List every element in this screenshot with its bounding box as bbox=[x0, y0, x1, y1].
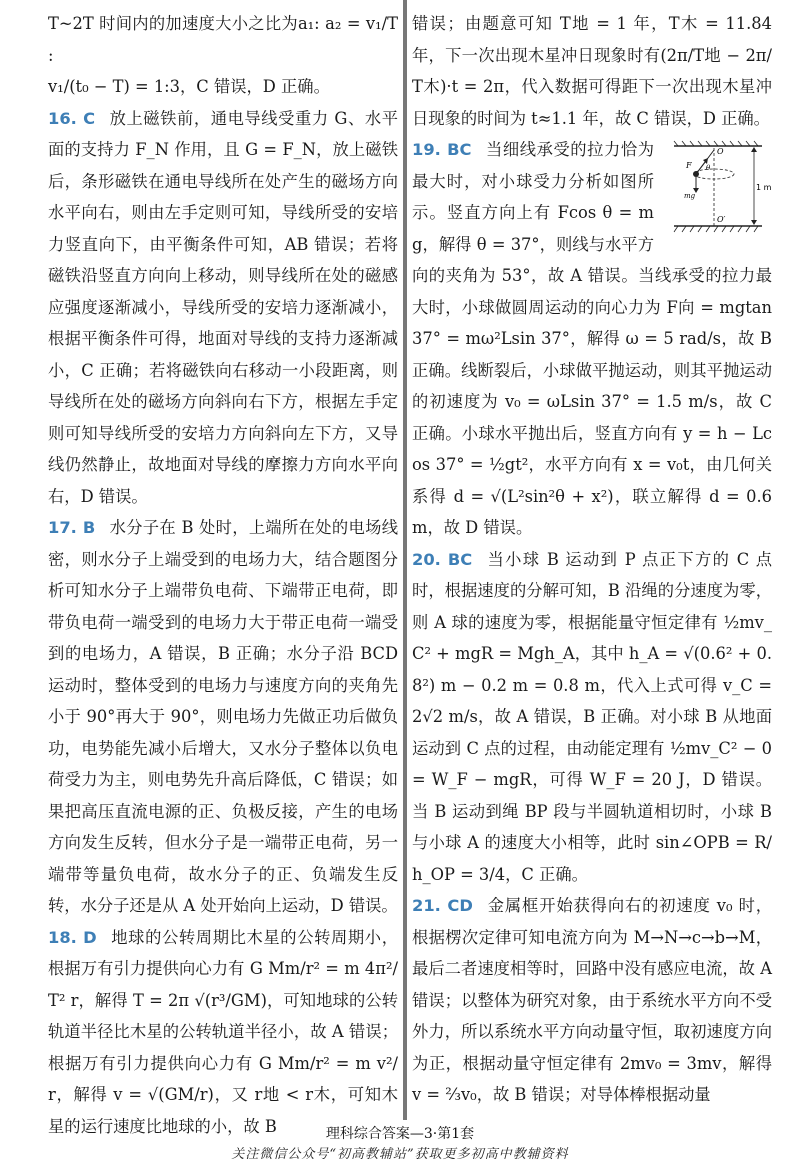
question-number-20: 20. BC bbox=[412, 549, 473, 569]
answer-18-text: 地球的公转周期比木星的公转周期小，根据万有引力提供向心力有 G Mm/r² = m 4π²/T² r，解得 T = 2π √(r³/GM)，可知地球的公转轨道半径比木星的公转轨道半径小，故 A 错误；根据万有引力提供向心力有 G Mm/r² = m v²/r，解得 v = √(GM/r)，又 r地 < r木，可知木星的运行速度比地球的小，故 B bbox=[48, 927, 398, 1136]
question-number-21: 21. CD bbox=[412, 896, 473, 915]
answer-16-text: 放上磁铁前，通电导线受重力 G、水平面的支持力 F_N 作用，且 G = F_N，放上磁铁后，条形磁铁在通电导线所在处产生的磁场方向水平向右，则由左手定则可知，导线所受的安培力竖直向下，由平衡条件可知，AB 错误；若将磁铁沿竖直方向向上移动，则导线所在处的磁感应强度逐渐减小，导线所受的安培力逐渐减小，根据平衡条件可得，地面对导线的支持力逐渐减小，C 正确；若将磁铁向右移动一小段距离，则导线所在处的磁场方向斜向右下方，根据左手定则可知导线所受的安培力方向斜向左下方，又导线仍然静止，故地面对导线的摩擦力方向水平向右，D 错误。 bbox=[48, 108, 398, 506]
left-column bbox=[48, 8, 398, 1142]
answer-16 bbox=[48, 103, 398, 513]
label-length: 1 m bbox=[756, 183, 772, 192]
answer-18 bbox=[48, 922, 398, 1143]
answer-20-text: 当小球 B 运动到 P 点正下方的 C 点时，根据速度的分解可知，B 沿绳的分速度为零，则 A 球的速度为零，根据能量守恒定律有 ½mv_C² + mgR = Mgh_A，其中 h_A = √(0.6² + 0.8²) m − 0.2 m = 0.8 m，代入上式可得 v_C = 2√2 m/s，故 A 错误，B 正确。对小球 B 从地面运动到 C 点的过程，由动能定理有 ½mv_C² − 0 = W_F − mgR，可得 W_F = 20 J，D 错误。当 B 运动到绳 BP 段与半圆轨道相切时，小球 B 与小球 A 的速度大小相等，此时 sin∠OPB = R/h_OP = 3/4，C 正确。 bbox=[412, 549, 772, 884]
label-o-prime: O′ bbox=[717, 215, 726, 224]
label-f: F bbox=[686, 161, 692, 170]
question-number-17: 17. B bbox=[48, 518, 96, 537]
question-number-16: 16. C bbox=[48, 108, 96, 128]
answer-17 bbox=[48, 512, 398, 922]
continued-text-3: 错误；由题意可知 T地 = 1 年，T木 = 11.84 年，下一次出现木星冲日现象时有(2π/T地 − 2π/T木)·t = 2π，代入数据可得距下一次出现木星冲日现象的时间为 t≈1.1 年，故 C 错误，D 正确。 bbox=[412, 14, 772, 128]
label-o: O bbox=[717, 147, 724, 156]
promo-note: 关注微信公众号“初高教辅站”获取更多初高中教辅资料 bbox=[231, 1147, 569, 1162]
continued-text-1: T~2T 时间内的加速度大小之比为a₁: a₂ = v₁/T : bbox=[48, 14, 398, 65]
answer-19 bbox=[412, 134, 772, 544]
right-column bbox=[412, 8, 772, 1111]
answer-19-text: 当细线承受的拉力恰为最大时，对小球受力分析如图所示。竖直方向上有 Fcos θ = mg，解得 θ = 37°，则线与水平方向的夹角为 53°，故 A 错误。当线承受的拉力最大时，小球做圆周运动的向心力为 F向 = mgtan 37° = mω²Lsin 37°，解得 ω = 5 rad/s，故 B 正确。线断裂后，小球做平抛运动，则其平抛运动的初速度为 v₀ = ωLsin 37° = 1.5 m/s，故 C 正确。小球水平抛出后，竖直方向有 y = h − Lcos 37° = ½gt²，水平方向有 x = v₀t，由几何关系得 d = √(L²sin²θ + x²)，联立解得 d = 0.6 m，故 D 错误。 bbox=[412, 140, 772, 537]
column-divider bbox=[403, 0, 407, 1120]
page-footer: 理科综合答案—3·第1套 bbox=[325, 1126, 475, 1142]
question-number-18: 18. D bbox=[48, 927, 97, 947]
label-theta: θ bbox=[706, 164, 711, 172]
answer-17-text: 水分子在 B 处时，上端所在处的电场线密，则水分子上端受到的电场力大，结合题图分析可知水分子上端带负电荷、下端带正电荷，即带负电荷一端受到的电场力大于带正电荷一端受到的电场力，A 错误，B 正确；水分子沿 BCD 运动时，整体受到的电场力与速度方向的夹角先小于 90°再大于 90°，则电场力先做正功后做负功，电势能先减小后增大，又水分子整体以负电荷受力为主，则电势先升高后降低，C 错误；如果把高压直流电源的正、负极反接，产生的电场方向发生反转，但水分子是一端带正电荷，另一端带等量负电荷，故水分子的正、负端发生反转，水分子还是从 A 处开始向上运动，D 错误。 bbox=[48, 518, 398, 915]
answer-20 bbox=[412, 544, 772, 891]
answer-21-text: 金属框开始获得向右的初速度 v₀ 时，根据楞次定律可知电流方向为 M→N→c→b→M，最后二者速度相等时，回路中没有感应电流，故 A 错误；以整体为研究对象，由于系统水平方向不受外力，所以系统水平方向动量守恒，取初速度方向为正，根据动量守恒定律有 2mv₀ = 3mv，解得 v = ⅔v₀，故 B 错误；对导体棒根据动量 bbox=[412, 896, 773, 1104]
question-number-19: 19. BC bbox=[412, 140, 472, 159]
pendulum-figure bbox=[662, 138, 772, 238]
continued-text-2: v₁/(t₀ − T) = 1:3，C 错误，D 正确。 bbox=[48, 77, 330, 96]
label-mg: mg bbox=[684, 192, 696, 200]
pendulum-diagram bbox=[662, 138, 772, 238]
answer-21 bbox=[412, 890, 772, 1111]
